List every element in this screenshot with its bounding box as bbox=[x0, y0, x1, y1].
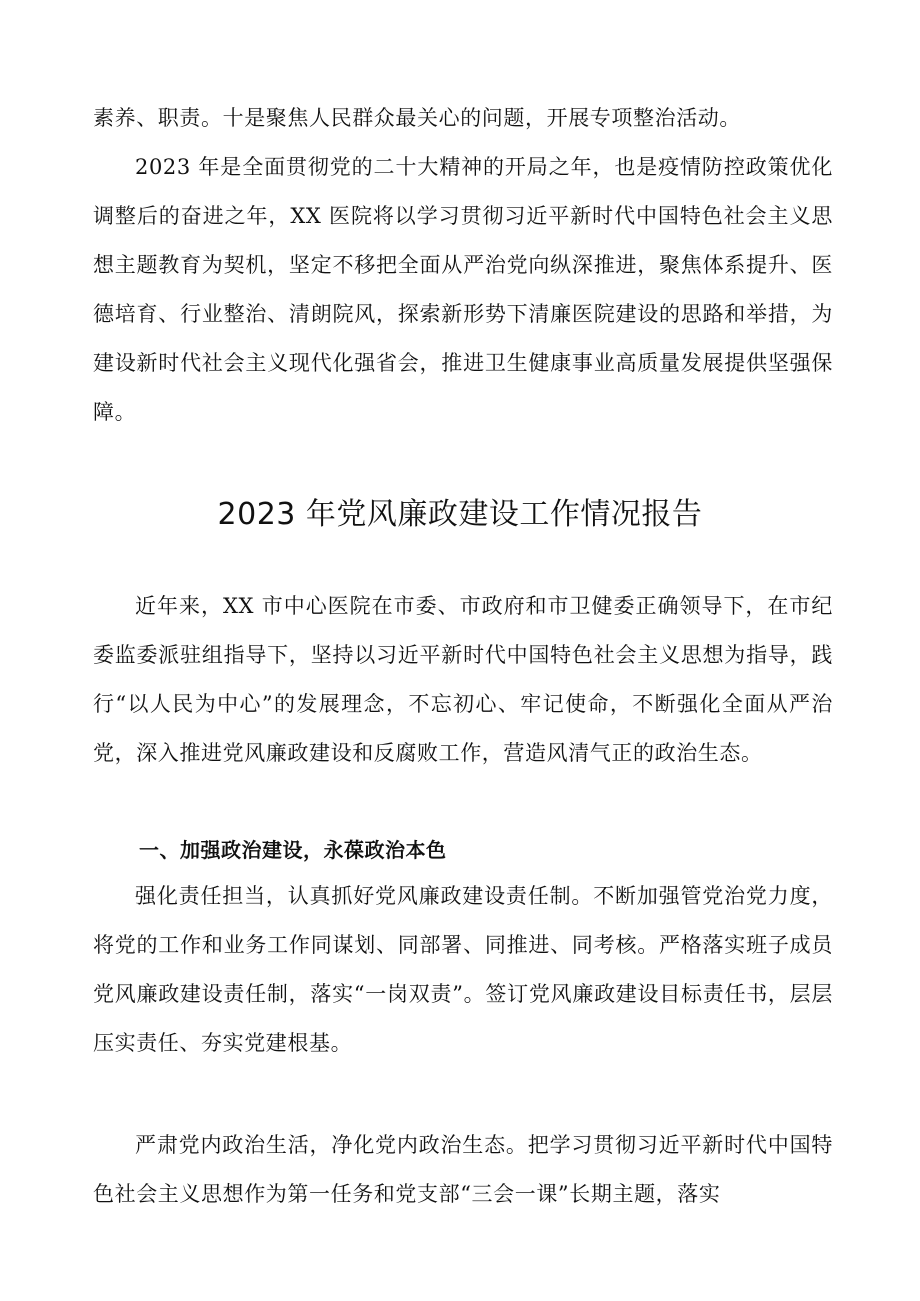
carryover-paragraph: 素养、职责。十是聚焦人民群众最关心的问题，开展专项整治活动。 bbox=[93, 106, 741, 130]
section-one-paragraph-1: 强化责任担当，认真抓好党风廉政建设责任制。不断加强管党治党力度，将党的工作和业务工作同谋划、同部署、同推进、同考核。严格落实班子成员党风廉政建设责任制，落实“一岗双责”。签订党风廉政建设目标责任书，层层压实责任、夯实党建根基。 bbox=[93, 884, 833, 1055]
intro-paragraph: 2023 年是全面贯彻党的二十大精神的开局之年，也是疫情防控政策优化调整后的奋进之年，XX 医院将以学习贯彻习近平新时代中国特色社会主义思想主题教育为契机，坚定不移把全面从严治党向纵深推进，聚焦体系提升、医德培育、行业整治、清朗院风，探索新形势下清廉医院建设的思路和举措，为建设新时代社会主义现代化强省会，推进卫生健康事业高质量发展提供坚强保障。 bbox=[93, 155, 833, 424]
section-one-heading: 一、加强政治建设，永葆政治本色 bbox=[139, 838, 447, 862]
section-one-paragraph-2: 严肃党内政治生活，净化党内政治生态。把学习贯彻习近平新时代中国特色社会主义思想作为第一任务和党支部“三会一课”长期主题，落实 bbox=[93, 1133, 833, 1206]
report-title: 2023 年党风廉政建设工作情况报告 bbox=[217, 497, 703, 532]
report-intro-paragraph: 近年来，XX 市中心医院在市委、市政府和市卫健委正确领导下，在市纪委监委派驻组指导下，坚持以习近平新时代中国特色社会主义思想为指导，践行“以人民为中心”的发展理念，不忘初心、牢记使命，不断强化全面从严治党，深入推进党风廉政建设和反腐败工作，营造风清气正的政治生态。 bbox=[93, 594, 833, 765]
